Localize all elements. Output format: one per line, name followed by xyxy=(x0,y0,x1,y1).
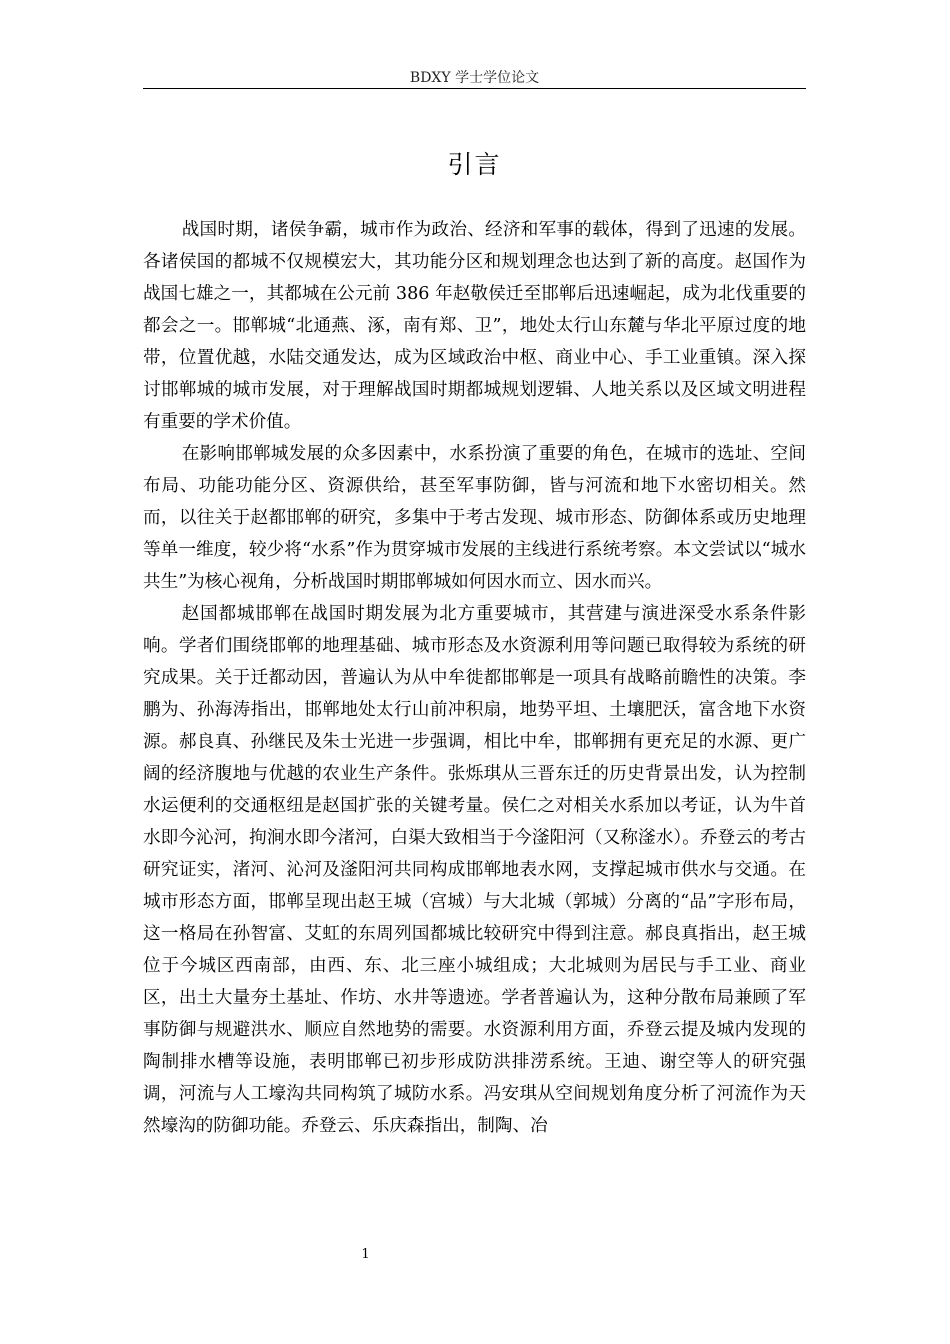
page-number: 1 xyxy=(361,1247,370,1262)
paragraph-3: 赵国都城邯郸在战国时期发展为北方重要城市，其营建与演进深受水系条件影响。学者们围绕邯郸的地理基础、城市形态及水资源利用等问题已取得较为系统的研究成果。关于迁都动因，普遍认为从中牟徙都邯郸是一项具有战略前瞻性的决策。李鹏为、孙海涛指出，邯郸地处太行山前冲积扇，地势平坦、土壤肥沃，富含地下水资源。郝良真、孙继民及朱士光进一步强调，相比中牟，邯郸拥有更充足的水源、更广阔的经济腹地与优越的农业生产条件。张烁琪从三晋东迁的历史背景出发，认为控制水运便利的交通枢纽是赵国扩张的关键考量。侯仁之对相关水系加以考证，认为牛首水即今沁河，拘涧水即今渚河，白渠大致相当于今滏阳河（又称滏水）。乔登云的考古研究证实，渚河、沁河及滏阳河共同构成邯郸地表水网，支撑起城市供水与交通。在城市形态方面，邯郸呈现出赵王城（宫城）与大北城（郭城）分离的“品”字形布局，这一格局在孙智富、艾虹的东周列国都城比较研究中得到注意。郝良真指出，赵王城位于今城区西南部，由西、东、北三座小城组成；大北城则为居民与手工业、商业区，出土大量夯土基址、作坊、水井等遗迹。学者普遍认为，这种分散布局兼顾了军事防御与规避洪水、顺应自然地势的需要。水资源利用方面，乔登云提及城内发现的陶制排水槽等设施，表明邯郸已初步形成防洪排涝系统。王迪、谢空等人的研究强调，河流与人工壕沟共同构筑了城防水系。冯安琪从空间规划角度分析了河流作为天然壕沟的防御功能。乔登云、乐庆森指出，制陶、冶 xyxy=(143,604,806,1136)
section-title: 引言 xyxy=(447,150,502,179)
header-rule xyxy=(143,88,806,89)
paragraph-2: 在影响邯郸城发展的众多因素中，水系扮演了重要的角色，在城市的选址、空间布局、功能功能分区、资源供给，甚至军事防御，皆与河流和地下水密切相关。然而，以往关于赵都邯郸的研究，多集中于考古发现、城市形态、防御体系或历史地理等单一维度，较少将“水系”作为贯穿城市发展的主线进行系统考察。本文尝试以“城水共生”为核心视角，分析战国时期邯郸城如何因水而立、因水而兴。 xyxy=(143,444,806,592)
running-header: BDXY 学士学位论文 xyxy=(409,70,540,86)
paragraph-1: 战国时期，诸侯争霸，城市作为政治、经济和军事的载体，得到了迅速的发展。各诸侯国的都城不仅规模宏大，其功能分区和规划理念也达到了新的高度。赵国作为战国七雄之一，其都城在公元前 386 年赵敬侯迁至邯郸后迅速崛起，成为北伐重要的都会之一。邯郸城“北通燕、涿，南有郑、卫”，地处太行山东麓与华北平原过度的地带，位置优越，水陆交通发达，成为区域政治中枢、商业中心、手工业重镇。深入探讨邯郸城的城市发展，对于理解战国时期都城规划逻辑、人地关系以及区域文明进程有重要的学术价值。 xyxy=(143,220,806,432)
body-text xyxy=(143,214,806,1142)
